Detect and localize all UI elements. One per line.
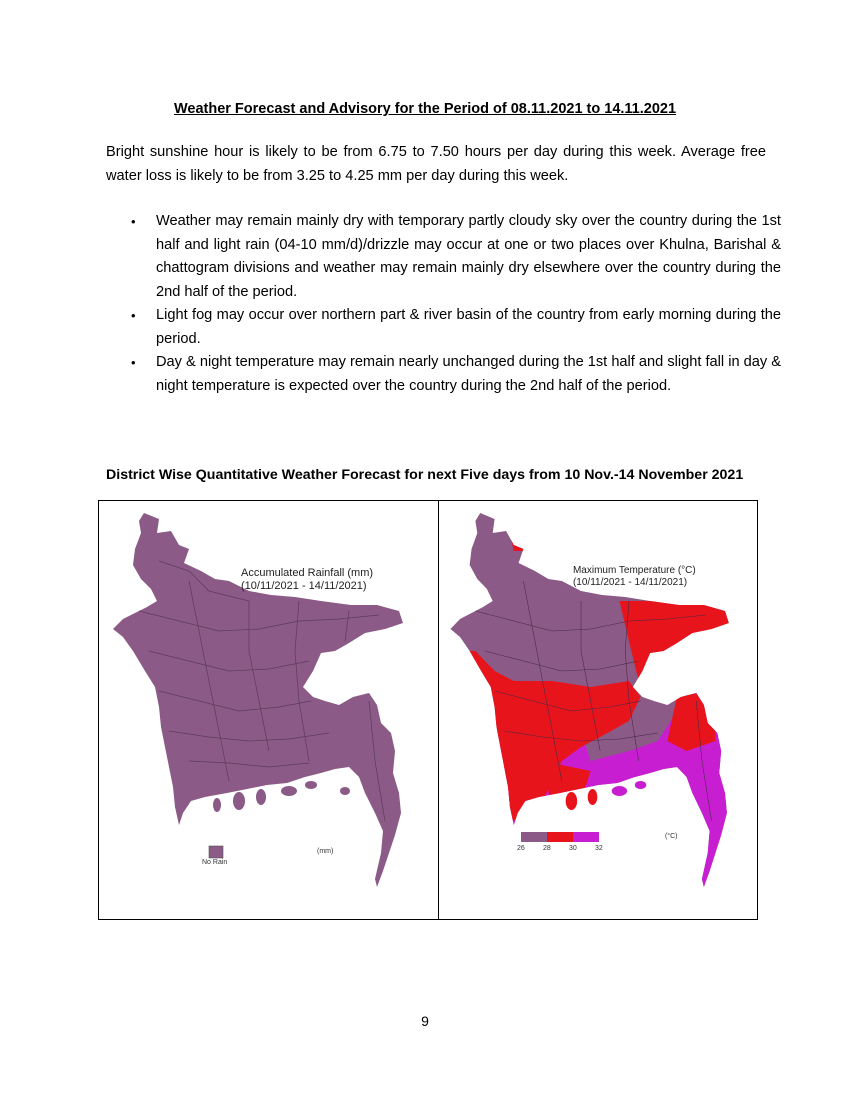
island (588, 789, 598, 805)
list-item-text: Weather may remain mainly dry with temporary partly cloudy sky over the country during the 1st half and light rain (04-10 mm/d)/drizzle may occur at one or two places over Khulna, Barishal & chattogram divisions and weather may remain mainly dry elsewhere over the country during the 2nd half of the period. (156, 213, 781, 300)
list-item-text: Day & night temperature may remain nearly unchanged during the 1st half and slight fall in day & night temperature is expected over the country during the 2nd half of the period. (156, 354, 781, 394)
legend-tick: 32 (594, 845, 603, 852)
map-title-line: Maximum Temperature (°C) (572, 565, 696, 576)
rainfall-map (99, 501, 439, 921)
temperature-map (439, 501, 759, 921)
island (256, 789, 266, 805)
map-title-line: (10/11/2021 - 14/11/2021) (572, 577, 688, 588)
island (281, 786, 297, 796)
maps-table (98, 500, 758, 920)
rainfall-map-title (241, 567, 373, 593)
bullet-icon: • (131, 308, 136, 323)
temperature-map-title (573, 565, 696, 589)
list-item (106, 210, 781, 304)
legend-tick: 30 (568, 845, 577, 852)
rainfall-map-panel (99, 501, 438, 919)
unit-label: (°C) (664, 833, 678, 840)
island (340, 787, 350, 795)
intro-paragraph: Bright sunshine hour is likely to be from 6.75 to 7.50 hours per day during this week. Average free water loss is likely to be from 3.25 to 4.25 mm per day during this week. (106, 144, 766, 184)
legend-swatch-28-30 (547, 832, 573, 842)
legend-label: No Rain (202, 859, 228, 866)
map-title-line: Accumulated Rainfall (mm) (241, 567, 374, 579)
legend-swatch (209, 846, 223, 858)
map-title-line: (10/11/2021 - 14/11/2021) (241, 580, 367, 592)
page-title: Weather Forecast and Advisory for the Period of 08.11.2021 to 14.11.2021 (173, 101, 677, 117)
island (635, 781, 647, 789)
island (233, 792, 245, 810)
section-heading: District Wise Quantitative Weather Forecast for next Five days from 10 Nov.-14 November 2021 (106, 467, 744, 483)
zone-28-30 (667, 691, 715, 751)
list-item-text: Light fog may occur over northern part & river basin of the country from early morning during the period. (156, 307, 781, 347)
advisory-list (106, 210, 781, 398)
temperature-legend (521, 832, 599, 842)
legend-tick: 26 (516, 845, 525, 852)
legend-swatch-26-28 (521, 832, 547, 842)
bullet-icon: • (131, 214, 136, 229)
island (566, 792, 578, 810)
temperature-map-panel (438, 501, 757, 919)
list-item (106, 304, 781, 351)
island (213, 798, 221, 812)
legend-tick: 28 (542, 845, 551, 852)
island (305, 781, 317, 789)
page-number: 9 (421, 1013, 429, 1029)
legend-swatch-30-32 (573, 832, 599, 842)
bullet-icon: • (131, 355, 136, 370)
island (612, 786, 627, 796)
unit-label: (mm) (317, 848, 334, 855)
list-item (106, 351, 781, 398)
